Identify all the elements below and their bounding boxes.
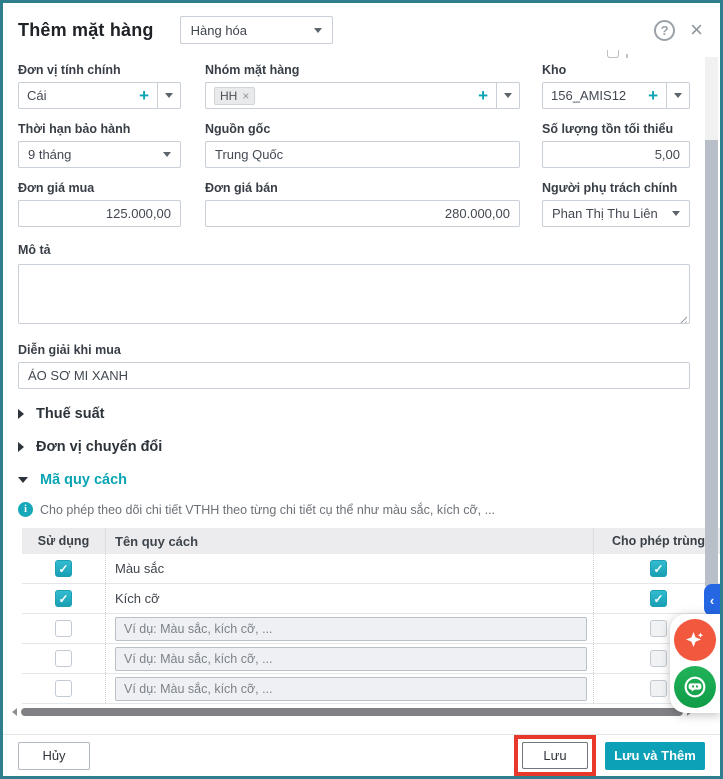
spec-table	[22, 528, 723, 704]
column-header-name: Tên quy cách	[105, 528, 593, 554]
group-tag: HH ×	[214, 87, 255, 105]
chat-support-button[interactable]	[674, 666, 716, 708]
horizontal-scrollbar-thumb[interactable]	[21, 708, 683, 716]
dialog-header	[3, 3, 720, 50]
dialog-footer	[3, 734, 720, 776]
chevron-down-icon	[18, 477, 28, 483]
add-warehouse-icon[interactable]: +	[648, 86, 658, 105]
purchase-note-label: Diễn giải khi mua	[18, 343, 121, 357]
chevron-down-icon	[314, 28, 322, 33]
use-checkbox[interactable]	[55, 650, 72, 667]
save-and-add-button[interactable]: Lưu và Thêm	[605, 742, 705, 770]
table-row	[22, 554, 723, 584]
add-group-icon[interactable]: +	[478, 86, 488, 105]
vertical-scrollbar-thumb[interactable]	[705, 140, 718, 586]
sparkle-icon	[683, 628, 707, 652]
chevron-down-icon	[504, 93, 512, 98]
section-unit-conversion[interactable]	[18, 439, 690, 455]
partial-toolbar-icons	[607, 50, 655, 58]
allow-duplicate-checkbox[interactable]	[650, 560, 667, 577]
spec-name-input[interactable]	[115, 677, 587, 701]
spec-table-header	[22, 528, 723, 554]
chevron-down-icon	[674, 93, 682, 98]
assistant-panel	[670, 614, 720, 713]
group-dropdown-button[interactable]	[496, 83, 519, 108]
cancel-button[interactable]: Hủy	[18, 742, 90, 770]
add-unit-icon[interactable]: +	[139, 86, 149, 105]
person-in-charge-select[interactable]	[542, 200, 690, 227]
person-in-charge-value: Phan Thị Thu Liên	[552, 206, 658, 221]
chevron-right-icon	[18, 409, 24, 419]
warehouse-field[interactable]	[542, 82, 690, 109]
purchase-price-input[interactable]	[28, 206, 171, 221]
warehouse-value: 156_AMIS12	[551, 88, 627, 103]
allow-duplicate-checkbox[interactable]	[650, 590, 667, 607]
min-stock-input[interactable]	[552, 147, 680, 162]
unit-dropdown-button[interactable]	[157, 83, 180, 108]
origin-input[interactable]	[215, 147, 510, 162]
chat-bot-icon	[682, 674, 708, 700]
chevron-down-icon	[672, 211, 680, 216]
page-title: Thêm mặt hàng	[18, 19, 154, 40]
warranty-label: Thời hạn bảo hành	[18, 122, 131, 136]
group-field[interactable]	[205, 82, 520, 109]
allow-duplicate-checkbox[interactable]	[650, 620, 667, 637]
item-form	[3, 50, 720, 389]
use-checkbox[interactable]	[55, 560, 72, 577]
allow-duplicate-checkbox[interactable]	[650, 680, 667, 697]
section-spec-code[interactable]	[18, 472, 690, 488]
sale-price-label: Đơn giá bán	[205, 181, 278, 195]
remove-tag-icon[interactable]: ×	[242, 88, 250, 103]
spec-info-text: Cho phép theo dõi chi tiết VTHH theo từng chi tiết cụ thể như màu sắc, kích cỡ, ...	[40, 502, 496, 517]
section-tax[interactable]	[18, 406, 690, 422]
spec-name-input[interactable]	[115, 647, 587, 671]
chevron-down-icon	[163, 152, 171, 157]
sale-price-input[interactable]	[215, 206, 510, 221]
unit-field[interactable]	[18, 82, 181, 109]
table-row	[22, 614, 723, 644]
section-tax-label: Thuế suất	[36, 406, 105, 422]
section-spec-code-label: Mã quy cách	[40, 472, 128, 488]
table-row	[22, 584, 723, 614]
section-unit-conversion-label: Đơn vị chuyển đổi	[36, 439, 163, 455]
spec-name: Màu sắc	[105, 554, 593, 583]
collapse-side-tab[interactable]: ‹	[704, 584, 720, 616]
allow-duplicate-checkbox[interactable]	[650, 650, 667, 667]
column-header-use: Sử dụng	[37, 534, 90, 548]
horizontal-scrollbar[interactable]	[12, 707, 692, 717]
warehouse-label: Kho	[542, 63, 567, 77]
description-textarea[interactable]	[18, 264, 690, 324]
warehouse-dropdown-button[interactable]	[666, 83, 689, 108]
use-checkbox[interactable]	[55, 680, 72, 697]
origin-label: Nguồn gốc	[205, 122, 271, 136]
min-stock-label: Số lượng tồn tối thiểu	[542, 122, 674, 136]
spec-name: Kích cỡ	[105, 584, 593, 613]
help-icon[interactable]: ?	[654, 20, 675, 41]
item-type-dropdown[interactable]	[180, 16, 333, 44]
warranty-select[interactable]	[18, 141, 181, 168]
person-in-charge-label: Người phụ trách chính	[542, 181, 678, 195]
use-checkbox[interactable]	[55, 620, 72, 637]
item-type-value: Hàng hóa	[190, 22, 248, 38]
group-label: Nhóm mặt hàng	[205, 63, 300, 77]
close-icon[interactable]: ×	[690, 17, 703, 42]
ai-assistant-button[interactable]	[674, 619, 716, 661]
unit-value: Cái	[27, 88, 47, 103]
chevron-down-icon	[165, 93, 173, 98]
save-button[interactable]: Lưu	[522, 742, 588, 769]
warranty-value: 9 tháng	[28, 147, 72, 162]
purchase-price-label: Đơn giá mua	[18, 181, 95, 195]
table-row	[22, 674, 723, 704]
save-button-highlight	[514, 735, 596, 776]
purchase-note-input[interactable]	[28, 368, 680, 383]
unit-label: Đơn vị tính chính	[18, 63, 121, 77]
spec-name-input[interactable]	[115, 617, 587, 641]
table-row	[22, 644, 723, 674]
scroll-left-icon[interactable]	[12, 708, 17, 716]
info-icon: i	[18, 502, 33, 517]
use-checkbox[interactable]	[55, 590, 72, 607]
chevron-right-icon	[18, 442, 24, 452]
column-header-allow-duplicate: Cho phép trùng	[593, 528, 723, 554]
description-label: Mô tả	[18, 243, 51, 257]
